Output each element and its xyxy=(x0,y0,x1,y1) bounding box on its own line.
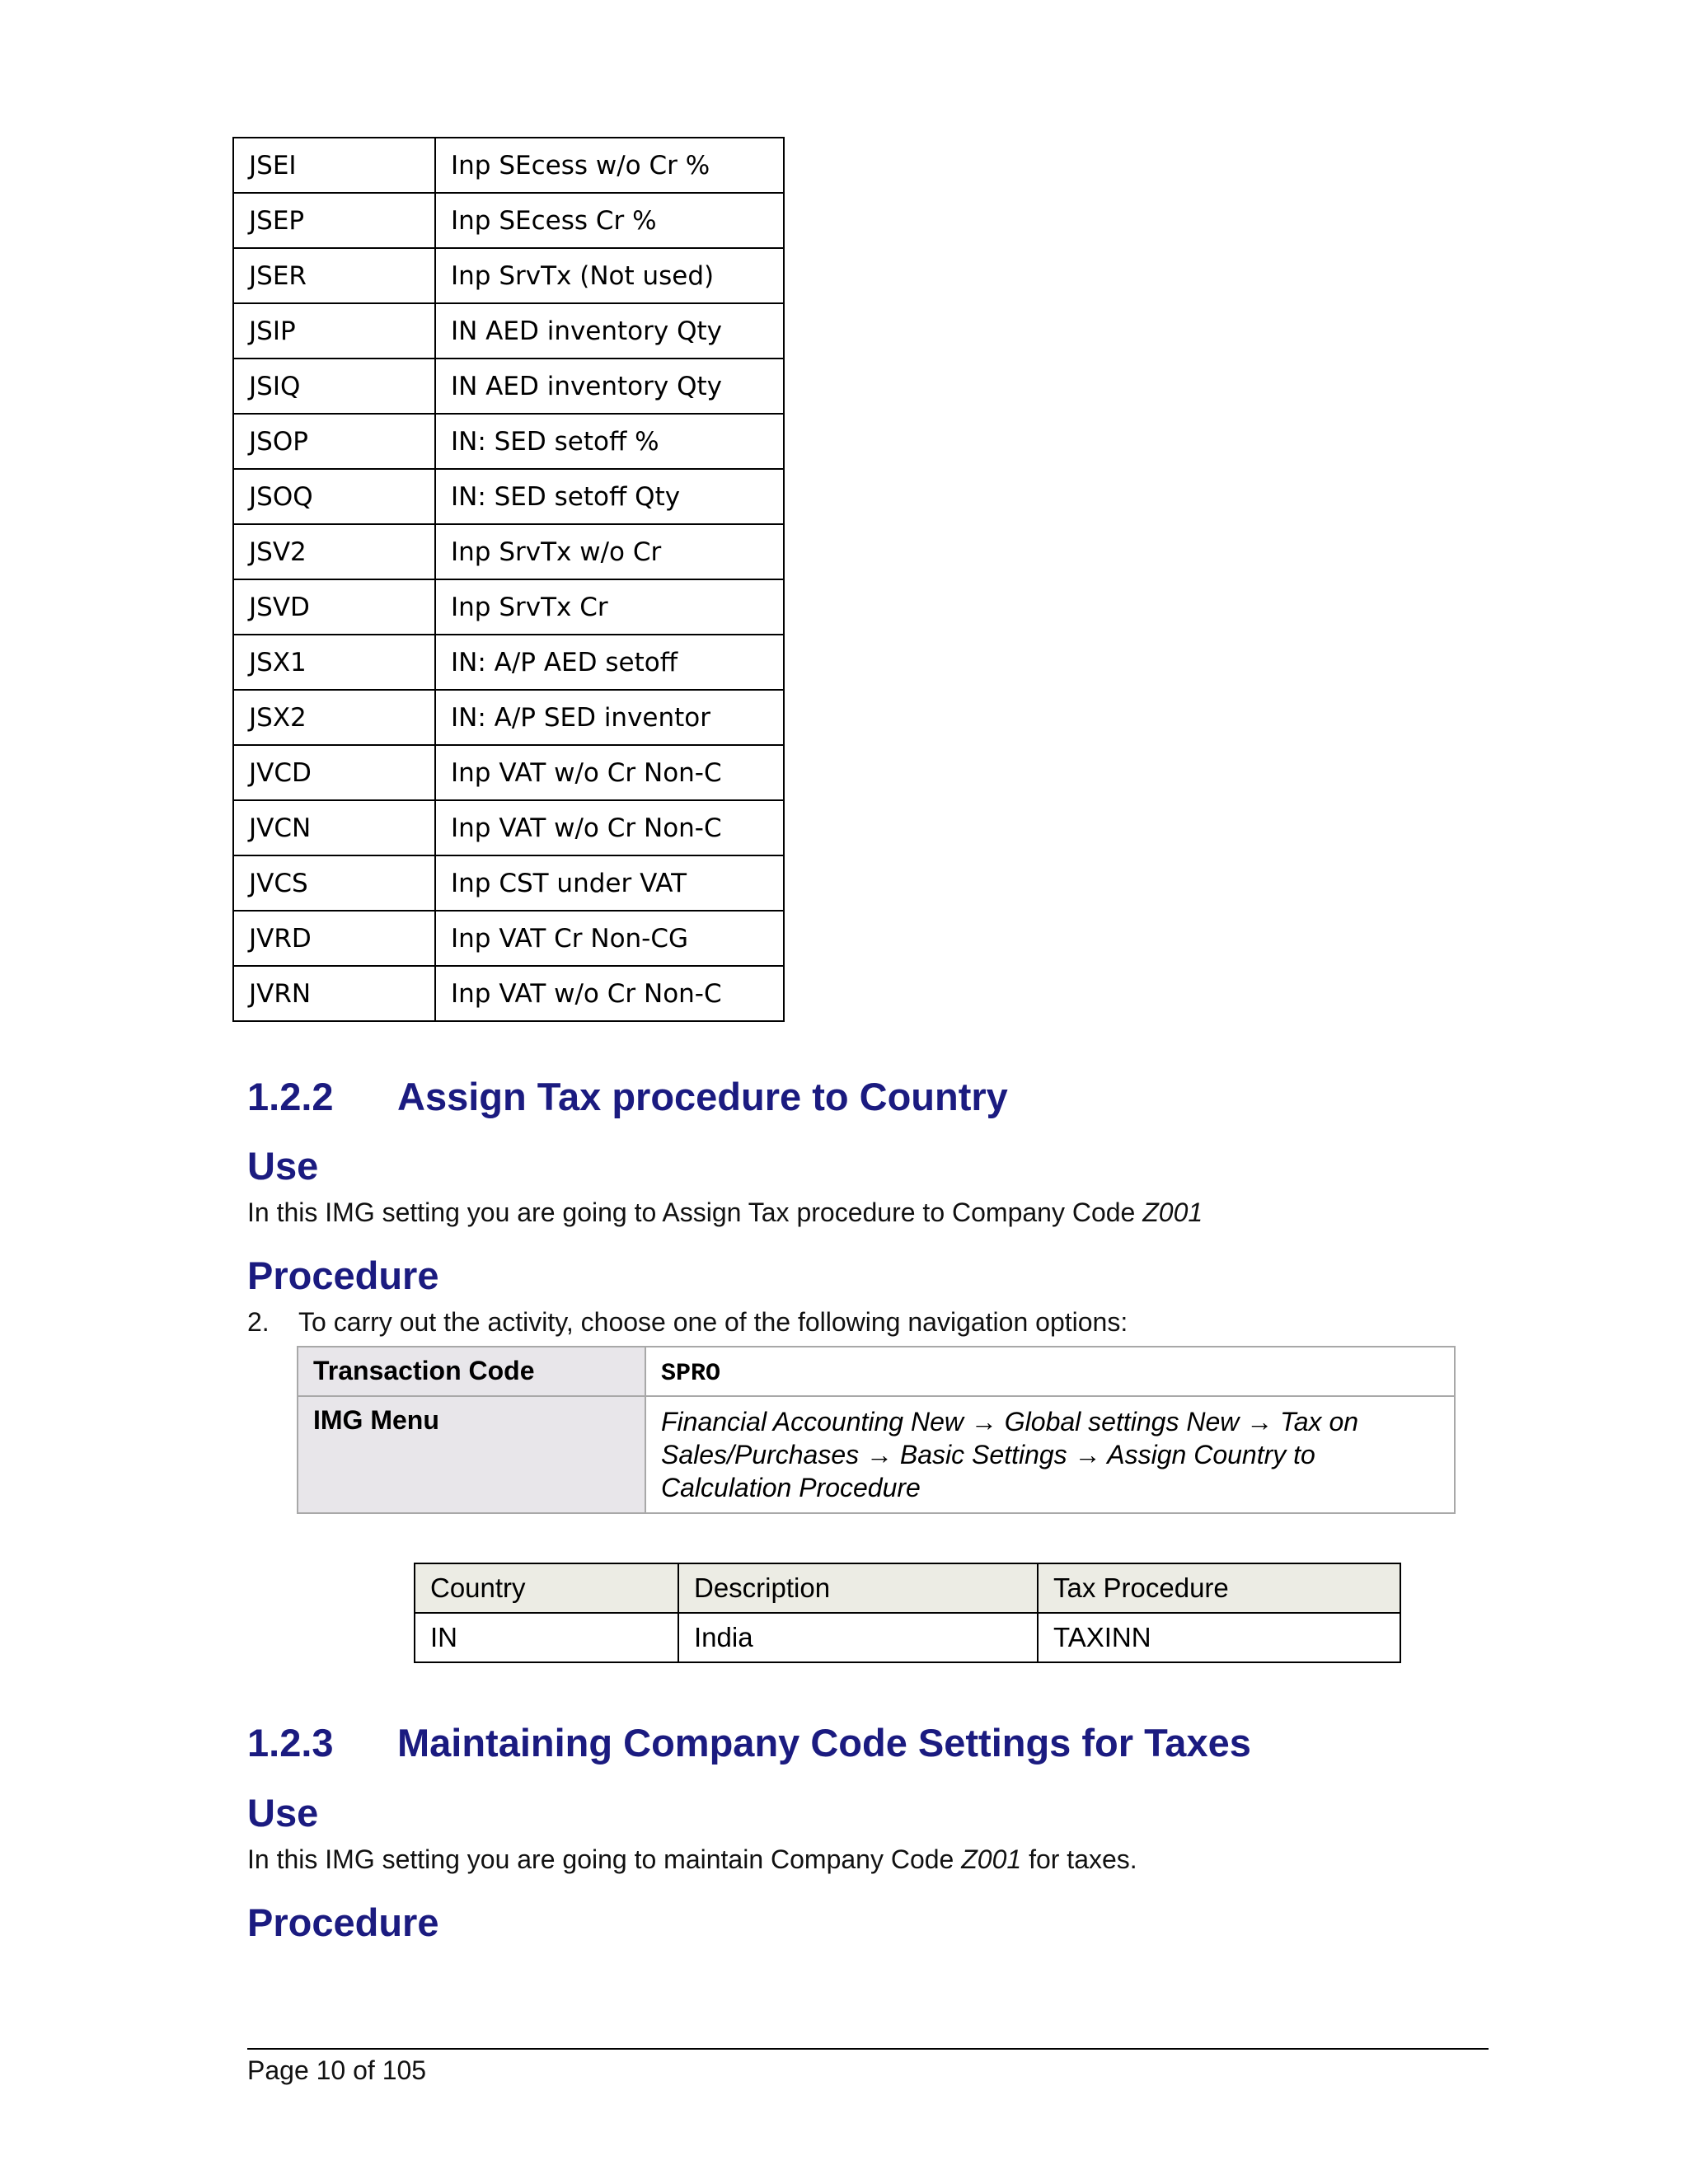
table-row xyxy=(233,524,784,579)
table-row xyxy=(415,1613,1400,1662)
table-row xyxy=(233,690,784,745)
table-row xyxy=(233,303,784,359)
img-menu-row xyxy=(298,1396,1455,1513)
use-text: In this IMG setting you are going to maintain Company Code xyxy=(247,1844,962,1874)
table-row xyxy=(233,138,784,193)
condition-description: Inp SrvTx w/o Cr xyxy=(435,524,784,579)
condition-code: JVCD xyxy=(233,745,435,800)
table-row xyxy=(233,800,784,855)
condition-code: JVCS xyxy=(233,855,435,911)
step-number: 2. xyxy=(247,1307,270,1337)
condition-code: JSIQ xyxy=(233,359,435,414)
table-row xyxy=(233,359,784,414)
section-heading-1-2-3 xyxy=(247,1720,1251,1765)
condition-description: IN AED inventory Qty xyxy=(435,359,784,414)
company-code: Z001 xyxy=(961,1844,1022,1874)
section-number: 1.2.3 xyxy=(247,1721,334,1765)
company-code: Z001 xyxy=(1142,1197,1203,1227)
use-text: In this IMG setting you are going to Assign Tax procedure to Company Code xyxy=(247,1197,1143,1227)
condition-description: IN: SED setoff Qty xyxy=(435,469,784,524)
section-title: Assign Tax procedure to Country xyxy=(397,1075,1008,1118)
cell-country: IN xyxy=(415,1613,678,1662)
condition-code: JSER xyxy=(233,248,435,303)
section-number: 1.2.2 xyxy=(247,1075,334,1118)
condition-description: Inp SEcess w/o Cr % xyxy=(435,138,784,193)
condition-code: JVRN xyxy=(233,966,435,1021)
procedure-step xyxy=(247,1307,1128,1338)
condition-description: IN: SED setoff % xyxy=(435,414,784,469)
transaction-code-value xyxy=(645,1347,1455,1396)
cell-description: India xyxy=(678,1613,1038,1662)
procedure-heading: Procedure xyxy=(247,1900,439,1944)
condition-description: Inp SrvTx Cr xyxy=(435,579,784,635)
procedure-heading: Procedure xyxy=(247,1254,439,1297)
img-menu-path xyxy=(645,1396,1455,1513)
table-row xyxy=(233,469,784,524)
img-menu-label: IMG Menu xyxy=(298,1396,645,1513)
table-row xyxy=(233,579,784,635)
condition-description: Inp CST under VAT xyxy=(435,855,784,911)
table-row xyxy=(233,193,784,248)
condition-description: Inp VAT Cr Non-CG xyxy=(435,911,784,966)
table-row xyxy=(233,635,784,690)
condition-code: JSEP xyxy=(233,193,435,248)
column-header-country: Country xyxy=(415,1563,678,1613)
use-heading: Use xyxy=(247,1791,319,1835)
img-path-line: Calculation Procedure xyxy=(661,1473,921,1502)
condition-type-table xyxy=(232,137,785,1022)
condition-code: JSX2 xyxy=(233,690,435,745)
condition-code: JSV2 xyxy=(233,524,435,579)
cell-tax-procedure: TAXINN xyxy=(1038,1613,1400,1662)
condition-description: IN: A/P AED setoff xyxy=(435,635,784,690)
condition-description: Inp VAT w/o Cr Non-C xyxy=(435,800,784,855)
condition-description: Inp VAT w/o Cr Non-C xyxy=(435,745,784,800)
condition-code: JVCN xyxy=(233,800,435,855)
use-text-end: for taxes. xyxy=(1021,1844,1137,1874)
navigation-options-table xyxy=(297,1346,1456,1514)
table-row xyxy=(233,414,784,469)
transaction-code-row xyxy=(298,1347,1455,1396)
use-heading: Use xyxy=(247,1144,319,1188)
section-heading-1-2-2 xyxy=(247,1074,1008,1119)
condition-code: JSEI xyxy=(233,138,435,193)
use-paragraph xyxy=(247,1844,1137,1875)
table-row xyxy=(233,248,784,303)
condition-code: JSOQ xyxy=(233,469,435,524)
section-title: Maintaining Company Code Settings for Taxes xyxy=(397,1721,1251,1765)
country-tax-procedure-table xyxy=(414,1563,1401,1663)
table-header-row xyxy=(415,1563,1400,1613)
condition-description: Inp VAT w/o Cr Non-C xyxy=(435,966,784,1021)
condition-code: JVRD xyxy=(233,911,435,966)
condition-code: JSIP xyxy=(233,303,435,359)
table-row xyxy=(233,911,784,966)
condition-code: JSVD xyxy=(233,579,435,635)
column-header-description: Description xyxy=(678,1563,1038,1613)
condition-description: Inp SEcess Cr % xyxy=(435,193,784,248)
page-number: Page 10 of 105 xyxy=(247,2055,427,2085)
column-header-tax-procedure: Tax Procedure xyxy=(1038,1563,1400,1613)
table-row xyxy=(233,966,784,1021)
condition-description: IN: A/P SED inventor xyxy=(435,690,784,745)
table-row xyxy=(233,745,784,800)
transaction-code-label: Transaction Code xyxy=(298,1347,645,1396)
condition-description: Inp SrvTx (Not used) xyxy=(435,248,784,303)
tcode-spro: SPRO xyxy=(661,1360,721,1388)
footer-divider xyxy=(247,2048,1489,2050)
table-row xyxy=(233,855,784,911)
img-path-line: Financial Accounting New → Global settings New → Tax on xyxy=(661,1407,1359,1436)
step-text: To carry out the activity, choose one of the following navigation options: xyxy=(298,1307,1128,1337)
condition-code: JSX1 xyxy=(233,635,435,690)
condition-code: JSOP xyxy=(233,414,435,469)
use-paragraph xyxy=(247,1197,1203,1228)
img-path-line: Sales/Purchases → Basic Settings → Assign Country to xyxy=(661,1440,1315,1469)
condition-description: IN AED inventory Qty xyxy=(435,303,784,359)
